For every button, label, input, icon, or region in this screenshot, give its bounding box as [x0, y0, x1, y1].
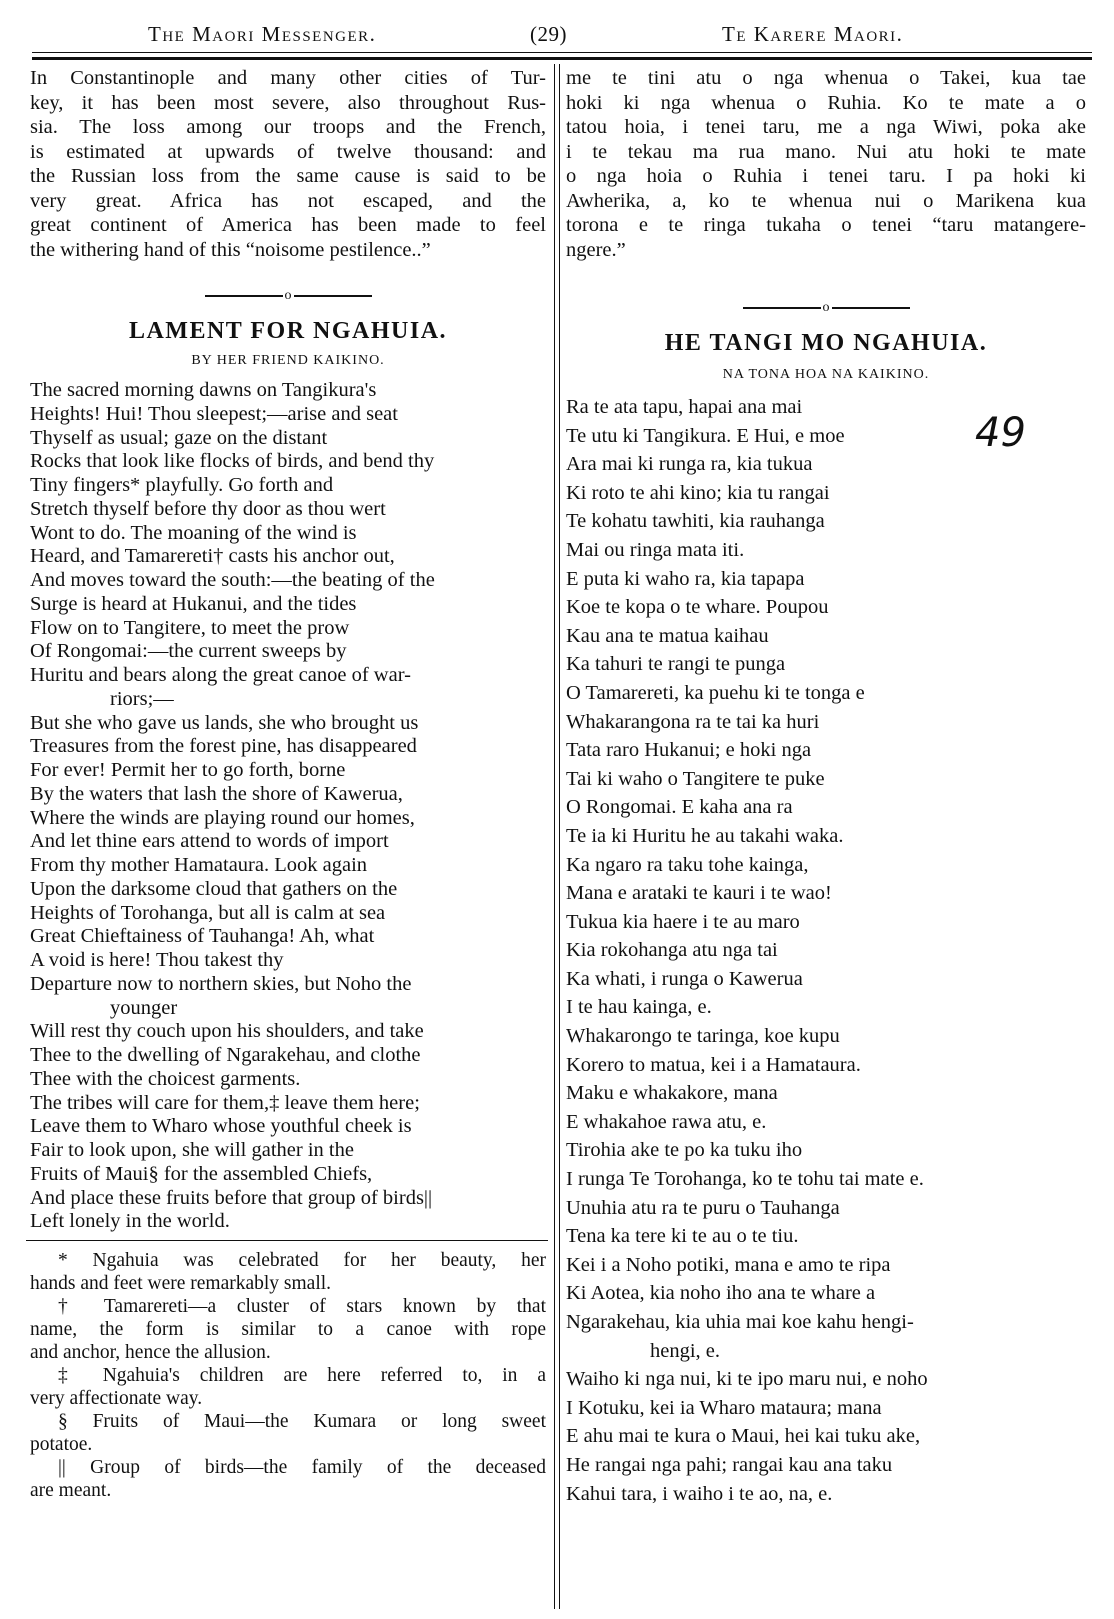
column-rule: [559, 64, 560, 1609]
poem-line: A void is here! Thou takest thy: [30, 949, 284, 971]
poem-line: For ever! Permit her to go forth, borne: [30, 759, 346, 781]
text-line: the withering hand of this “noisome pestilence..”: [30, 238, 431, 261]
poem-line: Stretch thyself before thy door as thou wert: [30, 497, 386, 520]
text-line: hoki ki nga whenua o Ruhia. Ko te mate a o: [566, 91, 1086, 114]
maori-intro-paragraph: [566, 66, 1086, 262]
poem-line: Ka ngaro ra taku tohe kainga,: [566, 853, 809, 876]
poem-title-english: LAMENT FOR NGAHUIA.: [128, 318, 448, 344]
poem-line: I runga Te Torohanga, ko te tohu tai mate e.: [566, 1168, 924, 1191]
poem-title-maori: HE TANGI MO NGAHUIA.: [664, 330, 988, 356]
section-divider: [566, 296, 1086, 320]
poem-line: Kei i a Noho potiki, mana e amo te ripa: [566, 1253, 891, 1276]
poem-line: Heights! Hui! Thou sleepest;—arise and seat: [30, 402, 398, 425]
poem-line: He rangai nga pahi; rangai kau ana taku: [566, 1453, 893, 1476]
poem-line: Fruits of Maui§ for the assembled Chiefs,: [30, 1162, 373, 1185]
poem-line: Thee to the dwelling of Ngarakehau, and clothe: [30, 1044, 421, 1066]
column-rule: [554, 64, 555, 1609]
text-line: Awherika, a, ko te whenua nui o Marikena kua: [566, 189, 1086, 212]
poem-line: Wont to do. The moaning of the wind is: [30, 521, 357, 544]
poem-line: But she who gave us lands, she who brought us: [30, 711, 419, 734]
footnote: || Group of birds—the family of the deceased are meant.: [30, 1457, 546, 1501]
poem-line: The tribes will care for them,‡ leave them here;: [30, 1091, 420, 1114]
poem-line: Thee with the choicest garments.: [30, 1067, 301, 1090]
poem-line: The sacred morning dawns on Tangikura's: [30, 379, 377, 401]
poem-line: Ki Aotea, kia noho iho ana te whare a: [566, 1282, 876, 1305]
poem-line: Leave them to Wharo whose youthful cheek is: [30, 1115, 412, 1138]
poem-line: Tai ki waho o Tangitere te puke: [566, 767, 825, 790]
poem-line: Where the winds are playing round our homes,: [30, 806, 415, 829]
poem-line: Tirohia ake te po ka tuku iho: [566, 1139, 803, 1162]
poem-line: Kia rokohanga atu nga tai: [566, 939, 778, 962]
poem-line: hengi, e.: [650, 1339, 721, 1362]
poem-line: Left lonely in the world.: [30, 1210, 230, 1233]
text-line: tatou hoia, i tenei taru, me a nga Wiwi, poka ake: [566, 116, 1086, 138]
poem-line: Heard, and Tamarereti† casts his anchor out,: [30, 545, 395, 568]
header-rule-thin: [32, 52, 1092, 53]
english-poem: [30, 379, 546, 1234]
poem-line: I Kotuku, kei ia Wharo mataura; mana: [566, 1396, 882, 1419]
poem-line: E puta ki waho ra, kia tapapa: [566, 567, 805, 590]
poem-line: Tena ka tere ki te au o te tiu.: [566, 1225, 799, 1248]
page-header: [0, 0, 1114, 62]
poem-line: Ka tahuri te rangi te punga: [566, 653, 786, 676]
divider-mark: o: [284, 288, 292, 303]
poem-line: Korero to matua, kei i a Hamataura.: [566, 1053, 861, 1076]
poem-line: Fair to look upon, she will gather in the: [30, 1139, 354, 1161]
poem-line: riors;—: [110, 687, 174, 710]
poem-line: And moves toward the south:—the beating of the: [30, 569, 435, 591]
text-line: the Russian loss from the same cause is said to be: [30, 165, 546, 187]
english-column: [30, 66, 546, 1502]
poem-line: younger: [110, 996, 178, 1019]
english-intro-paragraph: [30, 66, 546, 262]
text-line: sia. The loss among our troops and the French,: [30, 116, 546, 138]
text-line: i te tekau ma rua mano. Nui atu hoki te mate: [566, 140, 1086, 163]
poem-line: By the waters that lash the shore of Kawerua,: [30, 782, 403, 805]
poem-line: And place these fruits before that group of birds||: [30, 1186, 433, 1209]
poem-byline-maori: NA TONA HOA NA KAIKINO.: [722, 367, 930, 382]
text-line: is estimated at upwards of twelve thousand: and: [30, 140, 546, 163]
handwritten-page-number: 49: [975, 410, 1026, 456]
header-title-maori: Te Karere Maori.: [722, 22, 904, 46]
poem-line: Heights of Torohanga, but all is calm at sea: [30, 901, 386, 924]
poem-line: Te utu ki Tangikura. E Hui, e moe: [566, 424, 845, 447]
poem-line: Departure now to northern skies, but Noho the: [30, 972, 412, 995]
header-rule-thick: [32, 57, 1092, 60]
poem-line: Ki roto te ahi kino; kia tu rangai: [566, 481, 830, 504]
poem-line: Upon the darksome cloud that gathers on the: [30, 877, 398, 900]
footnote: ‡ Ngahuia's children are here referred to, in a very affectionate way.: [30, 1365, 546, 1409]
header-title-english: The Maori Messenger.: [148, 22, 377, 46]
poem-line: Whakarangona ra te tai ka huri: [566, 710, 820, 733]
poem-line: Surge is heard at Hukanui, and the tides: [30, 592, 357, 615]
footnote: * Ngahuia was celebrated for her beauty, her hands and feet were remarkably small.: [30, 1250, 546, 1294]
poem-line: Ka whati, i runga o Kawerua: [566, 967, 803, 990]
poem-line: Ra te ata tapu, hapai ana mai: [566, 396, 803, 418]
poem-line: O Rongomai. E kaha ana ra: [566, 796, 793, 819]
poem-line: Will rest thy couch upon his shoulders, and take: [30, 1020, 424, 1043]
poem-line: Mai ou ringa mata iti.: [566, 538, 745, 561]
poem-line: E ahu mai te kura o Maui, hei kai tuku ake,: [566, 1425, 921, 1448]
text-line: me te tini atu o nga whenua o Takei, kua tae: [566, 67, 1086, 89]
footnote: † Tamarereti—a cluster of stars known by that name, the form is similar to a canoe with rope and anchor, hence the allusion.: [30, 1296, 546, 1363]
footnote-rule: [26, 1240, 548, 1241]
divider-mark: o: [822, 300, 830, 315]
maori-poem: [566, 393, 1086, 1508]
poem-line: Waiho ki nga nui, ki te ipo maru nui, e noho: [566, 1368, 928, 1391]
poem-line: And let thine ears attend to words of import: [30, 830, 389, 853]
maori-column: [566, 66, 1086, 1508]
poem-line: Tata raro Hukanui; e hoki nga: [566, 739, 812, 762]
text-line: ngere.”: [566, 238, 626, 261]
poem-line: Thyself as usual; gaze on the distant: [30, 426, 328, 449]
poem-line: Rocks that look like flocks of birds, and bend thy: [30, 450, 435, 473]
page-number: (29): [530, 22, 567, 46]
text-line: very great. Africa has not escaped, and the: [30, 189, 546, 212]
text-line: key, it has been most severe, also throughout Rus-: [30, 91, 546, 114]
poem-line: Tiny fingers* playfully. Go forth and: [30, 474, 334, 496]
poem-byline-english: BY HER FRIEND KAIKINO.: [191, 353, 385, 368]
section-divider: [30, 284, 546, 308]
poem-line: Huritu and bears along the great canoe of war-: [30, 664, 411, 686]
poem-line: Flow on to Tangitere, to meet the prow: [30, 616, 350, 639]
poem-line: O Tamarereti, ka puehu ki te tonga e: [566, 681, 865, 704]
poem-line: Kahui tara, i waiho i te ao, na, e.: [566, 1482, 833, 1505]
text-line: torona e te ringa tukaha o tenei “taru matangere-: [566, 214, 1086, 236]
poem-line: Maku e whakakore, mana: [566, 1082, 778, 1105]
footnotes: [30, 1249, 546, 1502]
poem-line: Ngarakehau, kia uhia mai koe kahu hengi-: [566, 1311, 914, 1333]
poem-line: Te kohatu tawhiti, kia rauhanga: [566, 510, 825, 533]
poem-line: Of Rongomai:—the current sweeps by: [30, 640, 347, 663]
text-line: great continent of America has been made to feel: [30, 214, 546, 236]
poem-line: From thy mother Hamataura. Look again: [30, 854, 368, 876]
text-line: o nga hoia o Ruhia i tenei taru. I pa hoki ki: [566, 165, 1086, 187]
poem-line: E whakahoe rawa atu, e.: [566, 1110, 767, 1133]
poem-line: Mana e arataki te kauri i te wao!: [566, 882, 832, 905]
poem-line: Great Chieftainess of Tauhanga! Ah, what: [30, 925, 375, 948]
poem-line: Ara mai ki runga ra, kia tukua: [566, 453, 813, 476]
poem-line: Unuhia atu ra te puru o Tauhanga: [566, 1196, 840, 1219]
poem-line: Treasures from the forest pine, has disappeared: [30, 735, 417, 758]
poem-line: Whakarongo te taringa, koe kupu: [566, 1025, 840, 1048]
poem-line: Koe te kopa o te whare. Poupou: [566, 596, 829, 619]
poem-line: I te hau kainga, e.: [566, 996, 712, 1019]
poem-line: Tukua kia haere i te au maro: [566, 910, 800, 933]
footnote: § Fruits of Maui—the Kumara or long sweet potatoe.: [30, 1411, 546, 1455]
poem-line: Kau ana te matua kaihau: [566, 624, 769, 647]
poem-line: Te ia ki Huritu he au takahi waka.: [566, 824, 844, 847]
text-line: In Constantinople and many other cities of Tur-: [30, 67, 546, 89]
